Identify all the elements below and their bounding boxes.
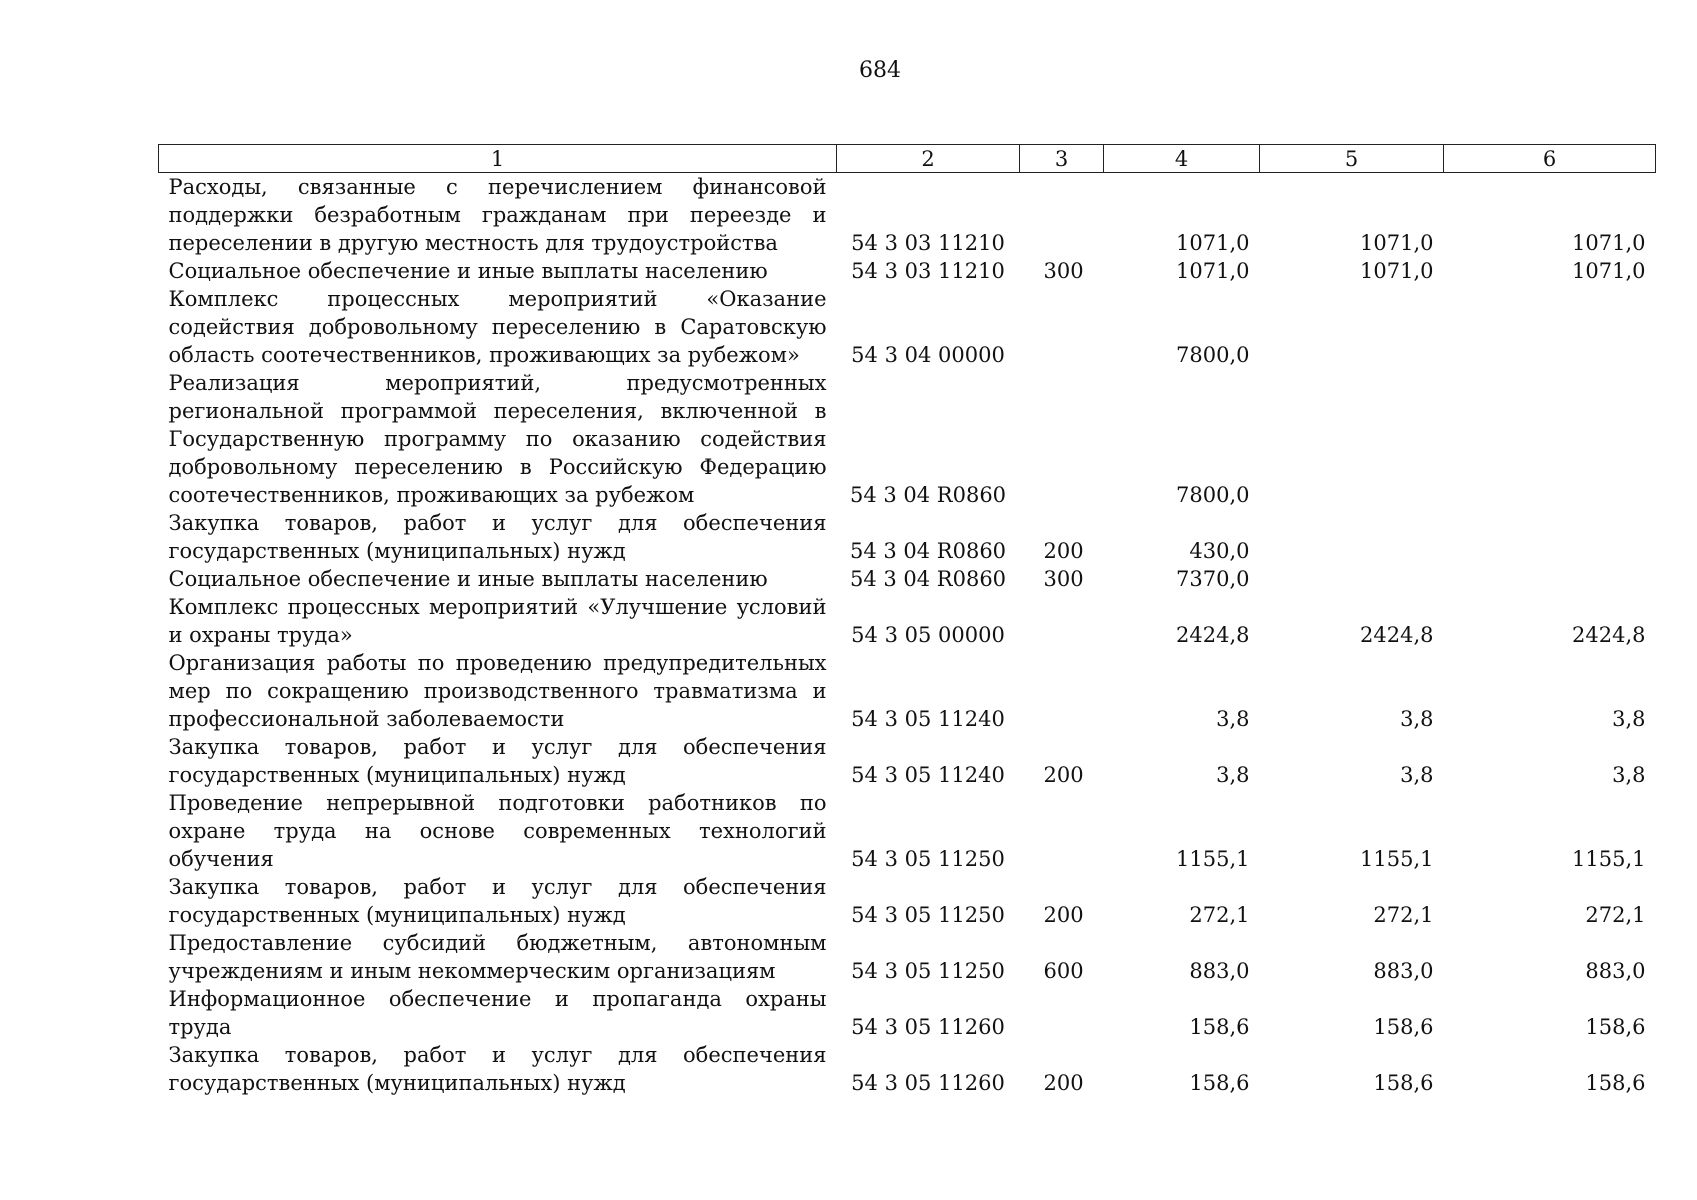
row-type-cell: 200 xyxy=(1043,1071,1084,1095)
row-name-cell: Закупка товаров, работ и услуг для обеспечения государственных (муниципальных) нужд xyxy=(168,511,827,563)
row-type-cell: 200 xyxy=(1043,903,1084,927)
row-type-cell xyxy=(1020,173,1104,258)
column-header: 6 xyxy=(1444,145,1656,173)
row-name-cell: Информационное обеспечение и пропаганда охраны труда xyxy=(168,987,827,1039)
row-name-cell: Закупка товаров, работ и услуг для обеспечения государственных (муниципальных) нужд xyxy=(168,735,827,787)
table-row xyxy=(159,985,1656,1041)
row-type-cell xyxy=(1020,285,1104,369)
row-value-6-cell: 158,6 xyxy=(1585,1071,1646,1095)
table-row xyxy=(159,565,1656,593)
row-type-cell xyxy=(1020,985,1104,1041)
row-value-6-cell: 1071,0 xyxy=(1572,259,1646,283)
row-value-4-cell: 158,6 xyxy=(1189,1071,1250,1095)
table-row xyxy=(159,285,1656,369)
row-name-cell: Закупка товаров, работ и услуг для обеспечения государственных (муниципальных) нужд xyxy=(168,875,827,927)
row-type-cell: 600 xyxy=(1043,959,1084,983)
column-header: 3 xyxy=(1020,145,1104,173)
row-value-5-cell: 158,6 xyxy=(1373,1015,1434,1039)
column-header: 1 xyxy=(159,145,837,173)
row-type-cell xyxy=(1020,649,1104,733)
row-value-5-cell xyxy=(1260,369,1444,509)
row-code-cell: 54 3 03 11210 xyxy=(851,231,1005,255)
row-value-4-cell: 430,0 xyxy=(1189,539,1250,563)
row-name-cell: Социальное обеспечение и иные выплаты населению xyxy=(168,567,768,591)
row-value-4-cell: 883,0 xyxy=(1189,959,1250,983)
column-header: 4 xyxy=(1104,145,1260,173)
row-value-4-cell: 272,1 xyxy=(1189,903,1250,927)
column-header: 5 xyxy=(1260,145,1444,173)
row-type-cell: 200 xyxy=(1043,763,1084,787)
table-row xyxy=(159,929,1656,985)
row-value-6-cell: 1155,1 xyxy=(1572,847,1646,871)
row-name-cell: Социальное обеспечение и иные выплаты населению xyxy=(168,259,768,283)
row-name-cell: Реализация мероприятий, предусмотренных региональной программой переселения, включенной в Государственную программу по оказанию содействия добровольному переселению в Российскую Федерацию соотечественников, проживающих за рубежом xyxy=(168,371,827,507)
row-value-6-cell: 3,8 xyxy=(1612,707,1646,731)
row-value-4-cell: 158,6 xyxy=(1189,1015,1250,1039)
budget-table xyxy=(158,144,1656,1097)
table-row xyxy=(159,509,1656,565)
row-value-5-cell: 3,8 xyxy=(1400,763,1434,787)
table-row xyxy=(159,593,1656,649)
table-row xyxy=(159,649,1656,733)
page-number: 684 xyxy=(859,58,901,83)
table-row xyxy=(159,873,1656,929)
table-row xyxy=(159,369,1656,509)
row-value-5-cell: 883,0 xyxy=(1373,959,1434,983)
row-value-6-cell: 2424,8 xyxy=(1572,623,1646,647)
row-value-4-cell: 2424,8 xyxy=(1176,623,1250,647)
row-code-cell: 54 3 04 R0860 xyxy=(849,483,1007,507)
row-code-cell: 54 3 03 11210 xyxy=(851,259,1005,283)
row-name-cell: Расходы, связанные с перечислением финансовой поддержки безработным гражданам при переезде и переселении в другую местность для трудоустройства xyxy=(168,175,827,255)
table-body xyxy=(159,173,1656,1098)
row-code-cell: 54 3 05 11250 xyxy=(851,903,1005,927)
row-value-6-cell: 1071,0 xyxy=(1572,231,1646,255)
row-value-6-cell xyxy=(1444,509,1656,565)
table-row xyxy=(159,257,1656,285)
row-code-cell: 54 3 05 11250 xyxy=(851,847,1005,871)
row-type-cell xyxy=(1020,593,1104,649)
row-value-6-cell xyxy=(1444,285,1656,369)
row-value-6-cell xyxy=(1444,565,1656,593)
row-code-cell: 54 3 04 00000 xyxy=(851,343,1005,367)
row-code-cell: 54 3 05 11240 xyxy=(851,707,1005,731)
row-type-cell: 300 xyxy=(1043,259,1084,283)
row-value-5-cell xyxy=(1260,509,1444,565)
row-name-cell: Комплекс процессных мероприятий «Оказание содействия добровольному переселению в Саратовскую область соотечественников, проживающих за рубежом» xyxy=(168,287,827,367)
row-type-cell xyxy=(1020,369,1104,509)
row-name-cell: Предоставление субсидий бюджетным, автономным учреждениям и иным некоммерческим организациям xyxy=(168,931,827,983)
row-type-cell: 300 xyxy=(1043,567,1084,591)
row-value-4-cell: 1071,0 xyxy=(1176,259,1250,283)
row-value-4-cell: 7370,0 xyxy=(1176,567,1250,591)
row-value-5-cell: 1071,0 xyxy=(1360,259,1434,283)
row-value-5-cell: 2424,8 xyxy=(1360,623,1434,647)
row-name-cell: Организация работы по проведению предупредительных мер по сокращению производственного травматизма и профессиональной заболеваемости xyxy=(168,651,827,731)
row-value-4-cell: 7800,0 xyxy=(1176,483,1250,507)
row-value-6-cell: 883,0 xyxy=(1585,959,1646,983)
table-header-row xyxy=(159,145,1656,173)
row-value-6-cell: 3,8 xyxy=(1612,763,1646,787)
row-type-cell: 200 xyxy=(1043,539,1084,563)
row-value-4-cell: 1155,1 xyxy=(1176,847,1250,871)
row-value-5-cell: 3,8 xyxy=(1400,707,1434,731)
table-row xyxy=(159,1041,1656,1097)
row-value-6-cell: 158,6 xyxy=(1585,1015,1646,1039)
row-value-5-cell: 1071,0 xyxy=(1360,231,1434,255)
row-value-5-cell xyxy=(1260,285,1444,369)
row-value-4-cell: 7800,0 xyxy=(1176,343,1250,367)
row-value-6-cell: 272,1 xyxy=(1585,903,1646,927)
row-code-cell: 54 3 05 11260 xyxy=(851,1015,1005,1039)
row-value-6-cell xyxy=(1444,369,1656,509)
row-value-5-cell: 158,6 xyxy=(1373,1071,1434,1095)
table-row xyxy=(159,733,1656,789)
table-row xyxy=(159,789,1656,873)
row-value-4-cell: 1071,0 xyxy=(1176,231,1250,255)
row-value-5-cell: 1155,1 xyxy=(1360,847,1434,871)
row-type-cell xyxy=(1020,789,1104,873)
table-row xyxy=(159,173,1656,258)
row-code-cell: 54 3 04 R0860 xyxy=(849,539,1007,563)
row-code-cell: 54 3 05 00000 xyxy=(851,623,1005,647)
row-value-5-cell: 272,1 xyxy=(1373,903,1434,927)
row-code-cell: 54 3 05 11260 xyxy=(851,1071,1005,1095)
row-value-5-cell xyxy=(1260,565,1444,593)
row-value-4-cell: 3,8 xyxy=(1216,763,1250,787)
row-code-cell: 54 3 05 11240 xyxy=(851,763,1005,787)
row-name-cell: Комплекс процессных мероприятий «Улучшение условий и охраны труда» xyxy=(168,595,827,647)
row-name-cell: Закупка товаров, работ и услуг для обеспечения государственных (муниципальных) нужд xyxy=(168,1043,827,1095)
column-header: 2 xyxy=(837,145,1020,173)
row-code-cell: 54 3 04 R0860 xyxy=(849,567,1007,591)
row-name-cell: Проведение непрерывной подготовки работников по охране труда на основе современных технологий обучения xyxy=(168,791,827,871)
row-code-cell: 54 3 05 11250 xyxy=(851,959,1005,983)
row-value-4-cell: 3,8 xyxy=(1216,707,1250,731)
